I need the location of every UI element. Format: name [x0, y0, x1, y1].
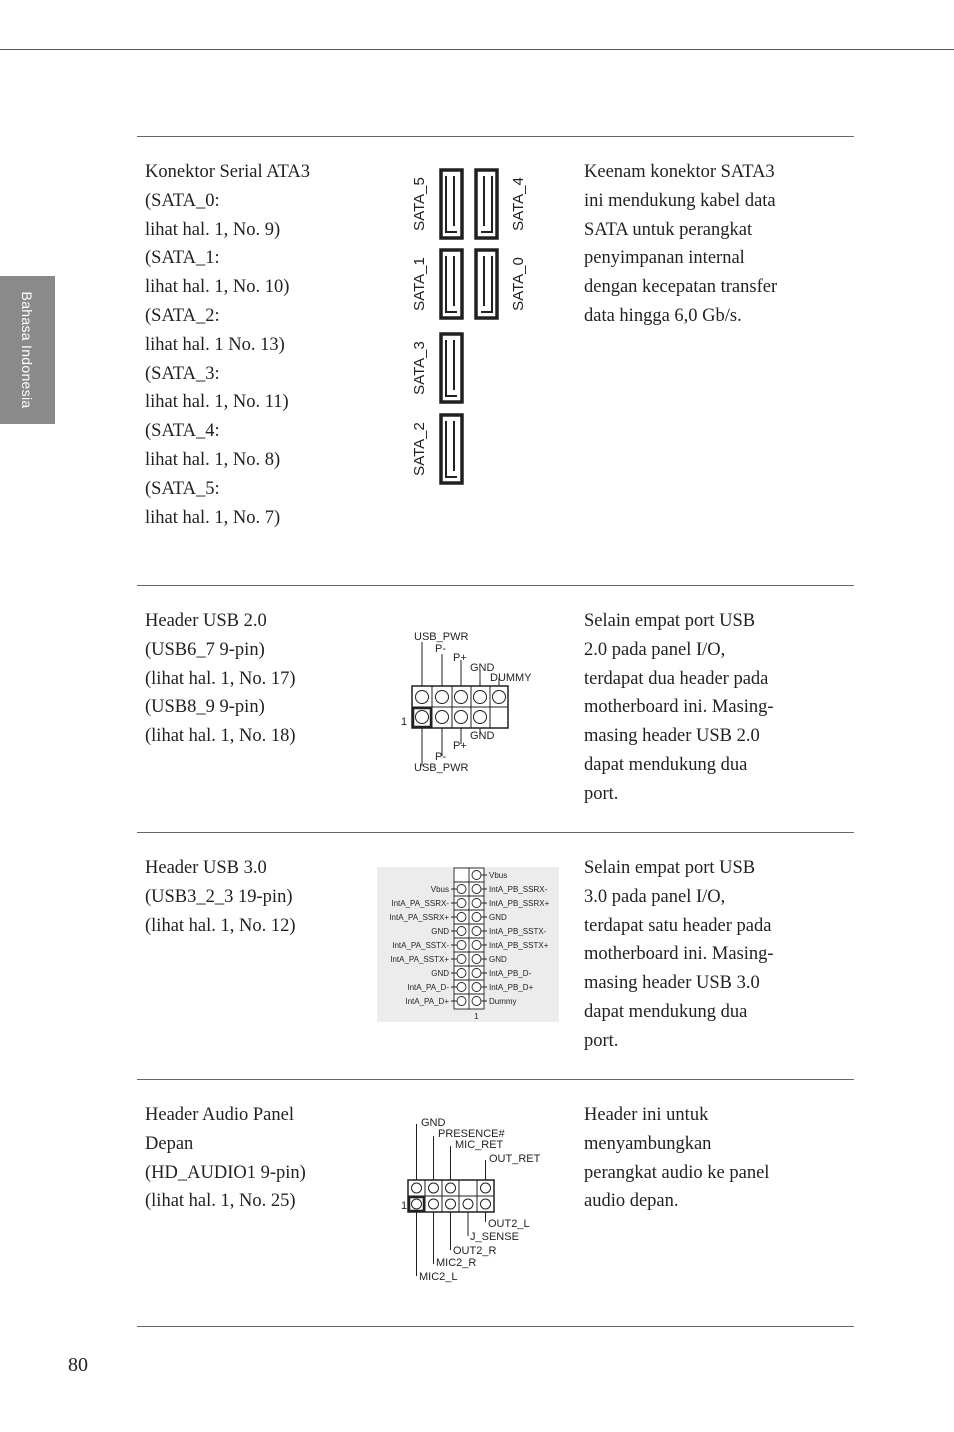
gnd-top-label: GND — [470, 662, 495, 674]
usb2-explanation — [584, 607, 814, 809]
text-line: dapat mendukung dua — [584, 1001, 748, 1022]
text-line: 3.0 pada panel I/O, — [584, 886, 726, 907]
usb3-right-label: Vbus — [489, 871, 508, 880]
usb-pwr-top-label: USB_PWR — [414, 631, 469, 643]
audio-header-diagram — [398, 1112, 548, 1284]
sata5-port — [441, 170, 462, 238]
usb3-description — [145, 854, 360, 940]
sata2-port — [441, 415, 462, 483]
sata1-key — [446, 256, 457, 312]
text-line: (lihat hal. 1, No. 12) — [145, 915, 296, 936]
sata4-port — [476, 170, 497, 238]
usb3-left-label: GND — [431, 969, 449, 978]
sata-description — [145, 158, 360, 532]
p-plus-bottom-label: P+ — [453, 740, 467, 752]
sata4-label: SATA_4 — [510, 177, 527, 231]
mic-ret-label: MIC_RET — [455, 1139, 504, 1151]
sata5-label: SATA_5 — [411, 177, 428, 231]
header-rule — [0, 49, 954, 50]
sata3-key — [446, 340, 457, 396]
out2-l-label: OUT2_L — [488, 1218, 530, 1230]
section-divider — [137, 585, 854, 586]
audio-description — [145, 1101, 360, 1216]
text-line: Selain empat port USB — [584, 611, 756, 631]
mic2-r-label: MIC2_R — [436, 1257, 477, 1269]
section-divider — [137, 1326, 854, 1327]
page-number: 80 — [68, 1354, 88, 1376]
sata-explanation — [584, 158, 814, 331]
presence-label: PRESENCE# — [438, 1128, 505, 1140]
usb3-header-diagram — [377, 867, 559, 1022]
text-line: menyambungkan — [584, 1133, 712, 1154]
text-line: port. — [584, 1030, 619, 1051]
text-line: motherboard ini. Masing- — [584, 697, 774, 718]
text-line: lihat hal. 1, No. 8) — [145, 449, 281, 470]
p-minus-top-label: P- — [435, 643, 446, 655]
usb3-right-label: IntA_PB_D- — [489, 969, 532, 978]
section-divider — [137, 136, 854, 137]
gnd-bottom-label: GND — [470, 730, 495, 742]
usb3-right-label: IntA_PB_SSRX- — [489, 885, 548, 894]
usb3-left-label: IntA_PA_SSRX+ — [389, 913, 449, 922]
usb3-explanation — [584, 854, 814, 1056]
text-line: port. — [584, 783, 619, 804]
text-line: terdapat satu header pada — [584, 915, 772, 936]
usb3-right-label: IntA_PB_SSRX+ — [489, 899, 550, 908]
usb3-right-label: IntA_PB_SSTX+ — [489, 941, 549, 950]
text-line: penyimpanan internal — [584, 248, 745, 269]
text-line: dengan kecepatan transfer — [584, 277, 778, 298]
sata3-label: SATA_3 — [411, 341, 428, 395]
usb3-left-label: IntA_PA_SSRX- — [391, 899, 449, 908]
usb3-left-label: IntA_PA_SSTX+ — [390, 955, 449, 964]
text-line: (lihat hal. 1, No. 17) — [145, 668, 296, 689]
sata1-port — [441, 250, 462, 318]
sata0-label: SATA_0 — [510, 257, 527, 311]
text-line: Header USB 2.0 — [145, 611, 267, 631]
audio-pin1-label: 1 — [401, 1200, 408, 1212]
text-line: lihat hal. 1 No. 13) — [145, 334, 285, 355]
sata0-key — [481, 256, 492, 312]
text-line: Keenam konektor SATA3 — [584, 162, 775, 182]
usb-pwr-bottom-label: USB_PWR — [414, 762, 469, 774]
gnd-label: GND — [421, 1117, 446, 1129]
sata2-label: SATA_2 — [411, 422, 428, 476]
text-line: (USB8_9 9-pin) — [145, 697, 265, 718]
text-line: motherboard ini. Masing- — [584, 944, 774, 965]
language-side-tab — [0, 276, 55, 424]
text-line: (SATA_1: — [145, 248, 220, 269]
section-divider — [137, 832, 854, 833]
text-line: (SATA_5: — [145, 478, 220, 499]
sata2-key — [446, 421, 457, 477]
text-line: masing header USB 3.0 — [584, 973, 760, 994]
text-line: masing header USB 2.0 — [584, 726, 760, 747]
text-line: (lihat hal. 1, No. 25) — [145, 1191, 296, 1212]
text-line: Header ini untuk — [584, 1105, 709, 1125]
text-line: lihat hal. 1, No. 10) — [145, 277, 290, 298]
usb3-right-label: GND — [489, 955, 507, 964]
text-line: Konektor Serial ATA3 — [145, 162, 310, 182]
text-line: SATA untuk perangkat — [584, 219, 753, 240]
sata0-port — [476, 250, 497, 318]
out2-r-label: OUT2_R — [453, 1245, 497, 1257]
usb3-left-label: IntA_PA_SSTX- — [392, 941, 449, 950]
sata1-label: SATA_1 — [411, 257, 428, 311]
text-line: (SATA_0: — [145, 190, 220, 211]
text-line: lihat hal. 1, No. 7) — [145, 507, 281, 528]
usb3-right-label: IntA_PB_SSTX- — [489, 927, 547, 936]
section-divider — [137, 1079, 854, 1080]
text-line: (lihat hal. 1, No. 18) — [145, 726, 296, 747]
text-line: ini mendukung kabel data — [584, 190, 776, 211]
p-minus-bottom-label: P- — [435, 751, 446, 763]
text-line: Header USB 3.0 — [145, 858, 267, 878]
sata4-key — [481, 176, 492, 232]
usb3-left-label: GND — [431, 927, 449, 936]
text-line: perangkat audio ke panel — [584, 1162, 770, 1183]
text-line: (USB3_2_3 19-pin) — [145, 886, 293, 907]
side-tab-label: Bahasa Indonesia — [19, 291, 35, 409]
text-line: lihat hal. 1, No. 9) — [145, 219, 281, 240]
text-line: 2.0 pada panel I/O, — [584, 639, 726, 660]
p-plus-top-label: P+ — [453, 652, 467, 664]
sata-connector-diagram — [400, 160, 540, 490]
text-line: (HD_AUDIO1 9-pin) — [145, 1162, 306, 1183]
text-line: audio depan. — [584, 1191, 679, 1212]
usb2-header-diagram — [398, 628, 548, 778]
text-line: (SATA_3: — [145, 363, 220, 384]
text-line: dapat mendukung dua — [584, 754, 748, 775]
usb3-right-label: GND — [489, 913, 507, 922]
out-ret-label: OUT_RET — [489, 1153, 541, 1165]
text-line: (USB6_7 9-pin) — [145, 639, 265, 660]
sata3-port — [441, 334, 462, 402]
usb2-description — [145, 607, 360, 751]
text-line: lihat hal. 1, No. 11) — [145, 392, 289, 413]
text-line: Header Audio Panel — [145, 1105, 294, 1125]
j-sense-label: J_SENSE — [470, 1231, 519, 1243]
usb3-left-label: IntA_PA_D- — [407, 983, 449, 992]
text-line: Selain empat port USB — [584, 858, 756, 878]
pin1-label: 1 — [401, 716, 408, 728]
usb3-left-label: Vbus — [430, 885, 449, 894]
usb3-right-label: IntA_PB_D+ — [489, 983, 534, 992]
text-line: (SATA_2: — [145, 305, 220, 326]
sata5-key — [446, 176, 457, 232]
usb3-pin1-label: 1 — [474, 1012, 479, 1021]
text-line: terdapat dua header pada — [584, 668, 769, 689]
usb3-right-label: Dummy — [489, 997, 517, 1006]
dummy-label: DUMMY — [490, 672, 532, 684]
text-line: Depan — [145, 1133, 194, 1154]
usb3-left-label: IntA_PA_D+ — [405, 997, 449, 1006]
audio-explanation — [584, 1101, 814, 1216]
text-line: data hingga 6,0 Gb/s. — [584, 305, 742, 326]
mic2-l-label: MIC2_L — [419, 1271, 458, 1283]
text-line: (SATA_4: — [145, 421, 220, 442]
